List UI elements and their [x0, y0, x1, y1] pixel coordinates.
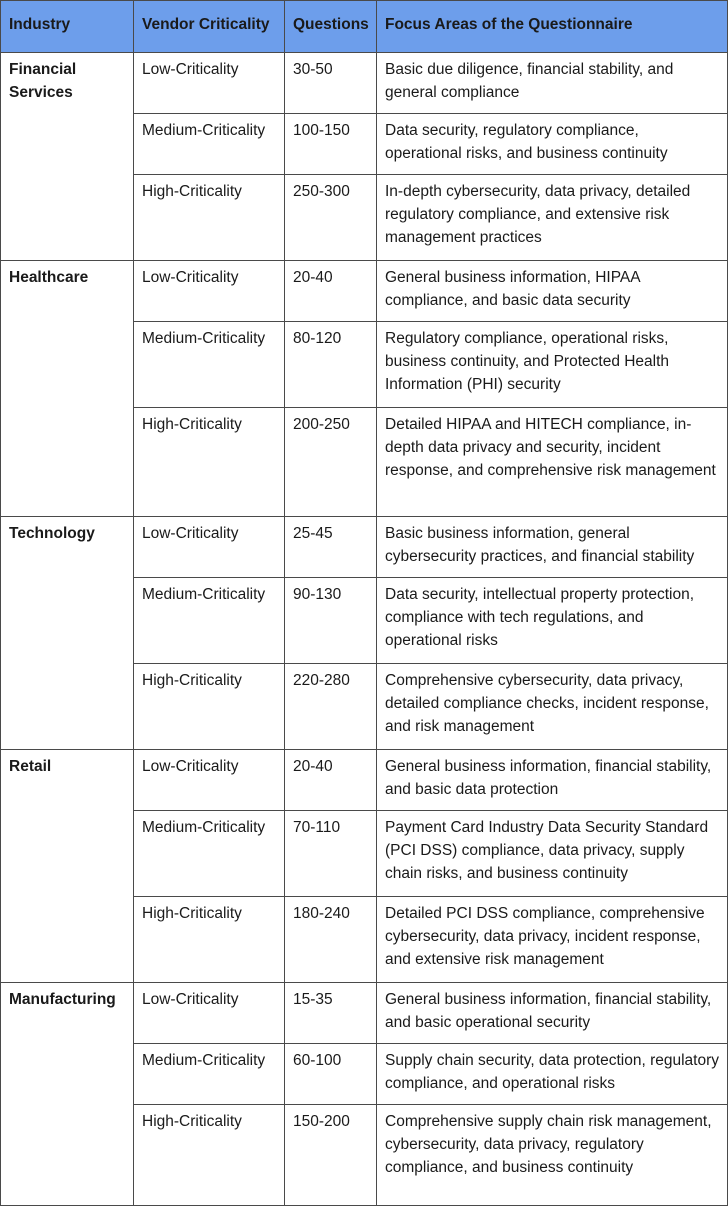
- questions-cell: 250-300: [285, 175, 377, 261]
- focus-cell: General business information, financial stability, and basic operational security: [377, 983, 728, 1044]
- questions-cell: 30-50: [285, 53, 377, 114]
- criticality-cell: High-Criticality: [134, 897, 285, 983]
- criticality-cell: Low-Criticality: [134, 983, 285, 1044]
- focus-cell: Regulatory compliance, operational risks, business continuity, and Protected Health Information (PHI) security: [377, 322, 728, 408]
- questions-cell: 150-200: [285, 1105, 377, 1206]
- focus-cell: Supply chain security, data protection, regulatory compliance, and operational risks: [377, 1044, 728, 1105]
- header-questions: Questions: [285, 1, 377, 53]
- table-row: [1, 53, 728, 114]
- header-industry: Industry: [1, 1, 134, 53]
- criticality-cell: Low-Criticality: [134, 261, 285, 322]
- focus-cell: Data security, regulatory compliance, operational risks, and business continuity: [377, 114, 728, 175]
- focus-cell: General business information, financial stability, and basic data protection: [377, 750, 728, 811]
- criticality-cell: Medium-Criticality: [134, 322, 285, 408]
- questions-cell: 90-130: [285, 578, 377, 664]
- industry-cell: Retail: [1, 750, 134, 983]
- questions-cell: 60-100: [285, 1044, 377, 1105]
- focus-cell: Detailed PCI DSS compliance, comprehensive cybersecurity, data privacy, incident response, and extensive risk management: [377, 897, 728, 983]
- questions-cell: 80-120: [285, 322, 377, 408]
- questions-cell: 20-40: [285, 750, 377, 811]
- focus-cell: Comprehensive supply chain risk management, cybersecurity, data privacy, regulatory compliance, and business continuity: [377, 1105, 728, 1206]
- questions-cell: 180-240: [285, 897, 377, 983]
- table-row: [1, 261, 728, 322]
- questions-cell: 15-35: [285, 983, 377, 1044]
- questions-cell: 220-280: [285, 664, 377, 750]
- criticality-cell: High-Criticality: [134, 1105, 285, 1206]
- criticality-cell: Low-Criticality: [134, 517, 285, 578]
- questions-cell: 70-110: [285, 811, 377, 897]
- criticality-cell: High-Criticality: [134, 664, 285, 750]
- header-vendor-criticality: Vendor Criticality: [134, 1, 285, 53]
- questions-cell: 20-40: [285, 261, 377, 322]
- criticality-cell: Medium-Criticality: [134, 1044, 285, 1105]
- criticality-cell: Medium-Criticality: [134, 578, 285, 664]
- criticality-cell: Low-Criticality: [134, 750, 285, 811]
- header-focus-areas: Focus Areas of the Questionnaire: [377, 1, 728, 53]
- focus-cell: Detailed HIPAA and HITECH compliance, in-depth data privacy and security, incident response, and comprehensive risk management: [377, 408, 728, 517]
- focus-cell: In-depth cybersecurity, data privacy, detailed regulatory compliance, and extensive risk management practices: [377, 175, 728, 261]
- focus-cell: Basic due diligence, financial stability, and general compliance: [377, 53, 728, 114]
- focus-cell: Data security, intellectual property protection, compliance with tech regulations, and operational risks: [377, 578, 728, 664]
- criticality-cell: Low-Criticality: [134, 53, 285, 114]
- questions-cell: 25-45: [285, 517, 377, 578]
- criticality-cell: Medium-Criticality: [134, 811, 285, 897]
- criticality-cell: High-Criticality: [134, 408, 285, 517]
- industry-cell: Manufacturing: [1, 983, 134, 1206]
- focus-cell: Comprehensive cybersecurity, data privacy, detailed compliance checks, incident response, and risk management: [377, 664, 728, 750]
- criticality-cell: High-Criticality: [134, 175, 285, 261]
- focus-cell: Payment Card Industry Data Security Standard (PCI DSS) compliance, data privacy, supply chain risks, and business continuity: [377, 811, 728, 897]
- industry-cell: Financial Services: [1, 53, 134, 261]
- focus-cell: General business information, HIPAA compliance, and basic data security: [377, 261, 728, 322]
- table-row: [1, 517, 728, 578]
- focus-cell: Basic business information, general cybersecurity practices, and financial stability: [377, 517, 728, 578]
- criticality-cell: Medium-Criticality: [134, 114, 285, 175]
- table-row: [1, 750, 728, 811]
- header-row: [1, 1, 728, 53]
- questions-cell: 100-150: [285, 114, 377, 175]
- questions-cell: 200-250: [285, 408, 377, 517]
- industry-cell: Healthcare: [1, 261, 134, 517]
- industry-cell: Technology: [1, 517, 134, 750]
- table-row: [1, 983, 728, 1044]
